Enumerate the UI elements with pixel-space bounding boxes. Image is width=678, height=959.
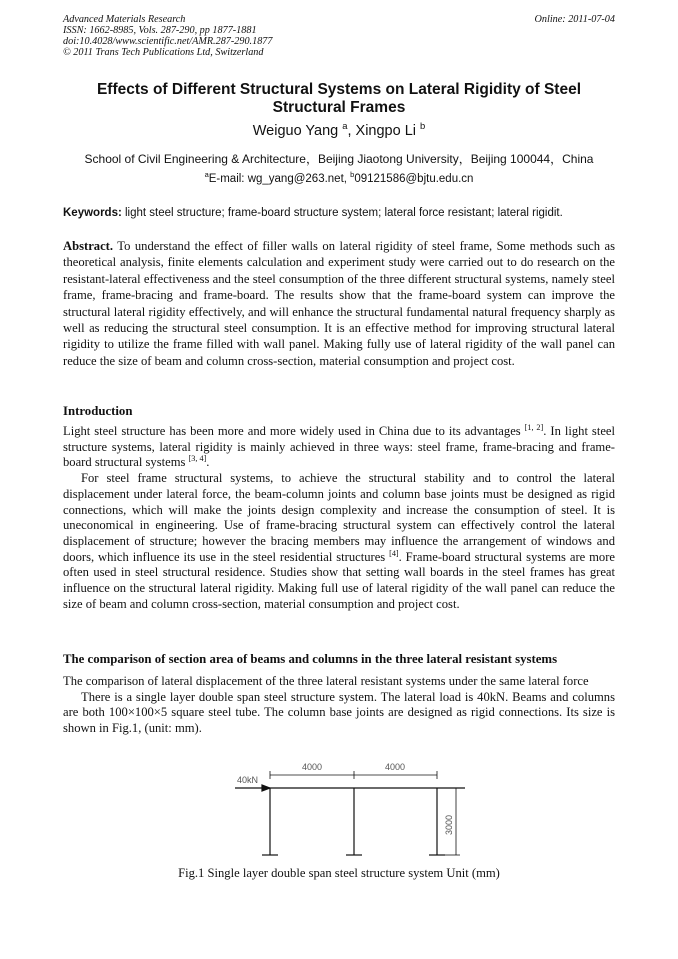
keywords: [63, 207, 623, 219]
span-1-label: 4000: [302, 762, 323, 772]
intro-paragraph-1: [63, 424, 615, 471]
section-2-paragraph-2: There is a single layer double span steel structure system. The lateral load is 40kN. Beams and columns are both 100×100×5 square steel tube. The column base joints are designed as rigid connections. Its size is shown in Fig.1, (unit: mm).: [63, 689, 615, 736]
author-1-sup: a: [342, 120, 348, 132]
section-2-heading: The comparison of section area of beams and columns in the three lateral resistant systems: [63, 652, 558, 666]
frame-diagram: [220, 755, 470, 865]
email-sup-a: a: [204, 170, 209, 180]
load-label: 40kN: [237, 775, 259, 785]
online-date: Online: 2011-07-04: [534, 14, 615, 25]
issn: ISSN: 1662-8985, Vols. 287-290, pp 1877-1881: [63, 25, 257, 36]
abstract-label: Abstract.: [63, 239, 114, 253]
figure-caption: Fig.1 Single layer double span steel structure system Unit (mm): [178, 866, 500, 880]
citation: [1, 2]: [524, 422, 544, 432]
email-1: E-mail: wg_yang@263.net,: [208, 173, 351, 185]
citation: [4]: [389, 548, 399, 558]
intro-body: [63, 424, 615, 612]
author-2-sup: b: [420, 120, 426, 132]
text: .: [206, 455, 210, 470]
author-1: Weiguo Yang: [252, 123, 339, 139]
intro-paragraph-2: [63, 471, 615, 612]
journal-header: [63, 14, 272, 58]
text: For steel frame structural systems, to achieve the structural stability and to control the lateral displacement under lateral force, the beam-column joints and column base joints must be designed as rigid connections, which will make the joints design complexity and increase the consumption of steel. It is uneconomical in engineering. Use of frame-bracing structural system can effectively control the lateral displacement of structure; however the bracing members may influence the arrangement of windows and doors, which influence its use in the steel residential structures: [63, 471, 615, 564]
text: Light steel structure has been more and more widely used in China due to its advantages: [63, 424, 525, 438]
keywords-label: Keywords:: [63, 207, 122, 219]
author-sep: ,: [347, 123, 356, 139]
keywords-text: light steel structure; frame-board structure system; lateral force resistant; lateral rigidit.: [121, 207, 563, 219]
load-arrow-icon: [262, 785, 270, 791]
section-2-body: [63, 674, 615, 737]
intro-heading: Introduction: [63, 404, 133, 418]
paper-title: Effects of Different Structural Systems on Lateral Rigidity of Steel Structural Frames: [96, 81, 582, 116]
text: . Frame-board structural systems are more often used in steel structural residence. Studies show that setting wall boards in the steel frames has great influence on the structural lateral rigidity. Making full use of lateral rigidity of the wall panel can reduce the size of beam and column cross-section, material consumption and project cost.: [63, 549, 616, 611]
doi: doi:10.4028/www.scientific.net/AMR.287-290.1877: [63, 36, 273, 47]
email-line: [63, 170, 615, 185]
section-2-paragraph-1: The comparison of lateral displacement of the three lateral resistant systems under the same lateral force: [63, 674, 589, 688]
authors: [63, 120, 615, 139]
email-2: 09121586@bjtu.edu.cn: [354, 173, 474, 185]
copyright: © 2011 Trans Tech Publications Ltd, Switzerland: [63, 47, 264, 58]
email-sup-b: b: [350, 170, 355, 180]
abstract: [63, 238, 615, 369]
text: . In light steel structure systems, lateral rigidity is mainly achieved in three ways: steel frame, frame-bracing and frame-board structural systems: [63, 424, 615, 470]
affiliation: School of Civil Engineering & Architecture，Beijing Jiaotong University，Beijing 100044，China: [84, 152, 594, 166]
citation: [3, 4]: [188, 454, 207, 464]
author-2: Xingpo Li: [355, 123, 416, 139]
span-2-label: 4000: [385, 762, 406, 772]
height-label: 3000: [444, 814, 454, 835]
abstract-text: To understand the effect of filler walls on lateral rigidity of steel frame, Some methods such as theoretical analysis, finite elements calculation and experiment study were carried out to do research on the resistant-lateral effectiveness and the steel consumption of the three different structural systems, namely steel frame, frame-bracing and frame-board. The results show that the frame-board system can improve the structural lateral rigidity effectively, and will enhance the structural fundamental natural frequency sharply as well as reducing the structural steel consumption. It is an effective method for improving structural lateral rigidity to utilize the frame filled with wall panel. Making fully use of lateral rigidity of the wall panel can reduce the size of beam and column cross-section, material consumption and project cost.: [63, 239, 615, 368]
journal-name: Advanced Materials Research: [63, 14, 186, 25]
